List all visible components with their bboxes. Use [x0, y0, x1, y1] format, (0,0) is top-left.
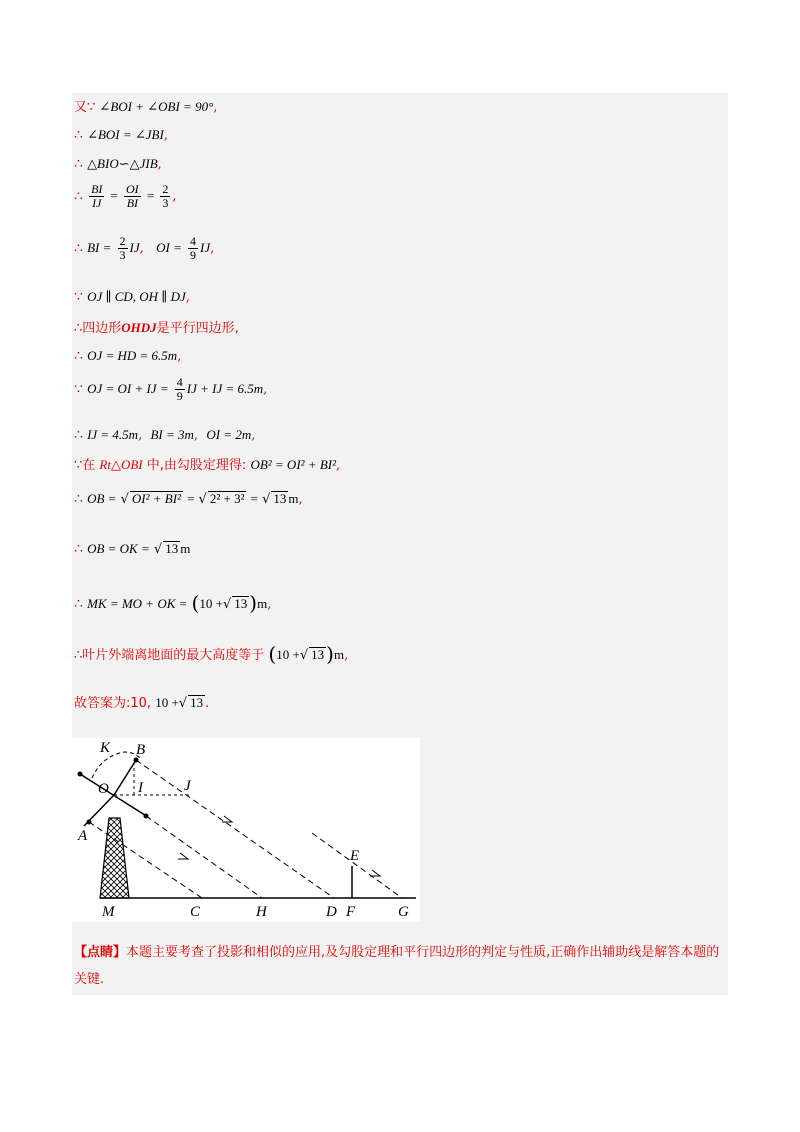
label-k: K	[100, 740, 111, 756]
label-j: J	[184, 778, 191, 794]
label-b: B	[136, 742, 146, 758]
geometry-figure	[72, 738, 420, 922]
line-10: ∴ IJ = 4.5m, BI = 3m, OI = 2m,	[74, 427, 256, 443]
line-15: ∴叶片外端离地面的最大高度等于 (10 +√ 13 )m,	[74, 642, 349, 666]
label-i: I	[138, 780, 143, 796]
fraction: $\frac{BI}{IJ}$	[91, 182, 103, 210]
line-9: ∵ OJ = OI + IJ = $\frac{4}{9}$ IJ + IJ = 6.5m,	[74, 375, 268, 403]
line-7: ∴四边形OHDJ是平行四边形,	[74, 320, 239, 336]
label-o: O	[98, 781, 109, 797]
line-12: ∴ OB = √ OI² + BI² = √ 2² + 3² = √ 13 m,	[74, 491, 303, 507]
line-11: ∵在 Rt△OBI 中,由勾股定理得: OB² = OI² + BI²,	[74, 457, 341, 473]
note-text: 本题主要考查了投影和相似的应用,及勾股定理和平行四边形的判定与性质,正确作出辅助线是解答本题的关键.	[74, 945, 720, 987]
label-a: A	[78, 828, 88, 844]
line-13: ∴ OB = OK = √ 13 m	[74, 541, 191, 557]
line-5: ∴ BI = $\frac{2}{3}$ IJ, OI = $\frac{4}{9}$ IJ,	[74, 234, 215, 262]
fraction: $\frac{OI}{BI}$	[126, 182, 139, 210]
fraction: $\frac{4}{9}$	[190, 234, 197, 262]
point-left-tip	[78, 772, 83, 777]
key-point-note	[74, 939, 728, 993]
line-8: ∴ OJ = HD = 6.5m,	[74, 348, 182, 364]
label-m: M	[102, 904, 115, 920]
label-e: E	[350, 848, 360, 864]
label-h: H	[256, 904, 267, 920]
label-g: G	[398, 904, 409, 920]
fraction: $\frac{2}{3}$	[119, 234, 126, 262]
line-4: ∴ $\frac{BI}{IJ}$ = $\frac{OI}{BI}$ = $\frac{2}{3}$ ,	[74, 182, 177, 210]
note-tag: 【点睛】	[74, 945, 127, 960]
fraction: $\frac{2}{3}$	[162, 182, 169, 210]
line-14: ∴ MK = MO + OK = (10 +√ 13 )m,	[74, 591, 272, 615]
fraction: $\frac{4}{9}$	[176, 375, 183, 403]
label-c: C	[190, 904, 201, 920]
line-1: 又∵ ∠BOI + ∠OBI = 90°,	[74, 99, 218, 115]
label-f: F	[346, 904, 356, 920]
line-3: ∴ △BIO∽△JIB,	[74, 156, 162, 172]
line-16: 故答案为:10, 10 +√ 13 .	[74, 695, 210, 711]
line-6: ∵ OJ ∥ CD, OH ∥ DJ,	[74, 289, 190, 305]
line-2: ∴ ∠BOI = ∠JBI,	[74, 127, 168, 143]
label-d: D	[326, 904, 337, 920]
